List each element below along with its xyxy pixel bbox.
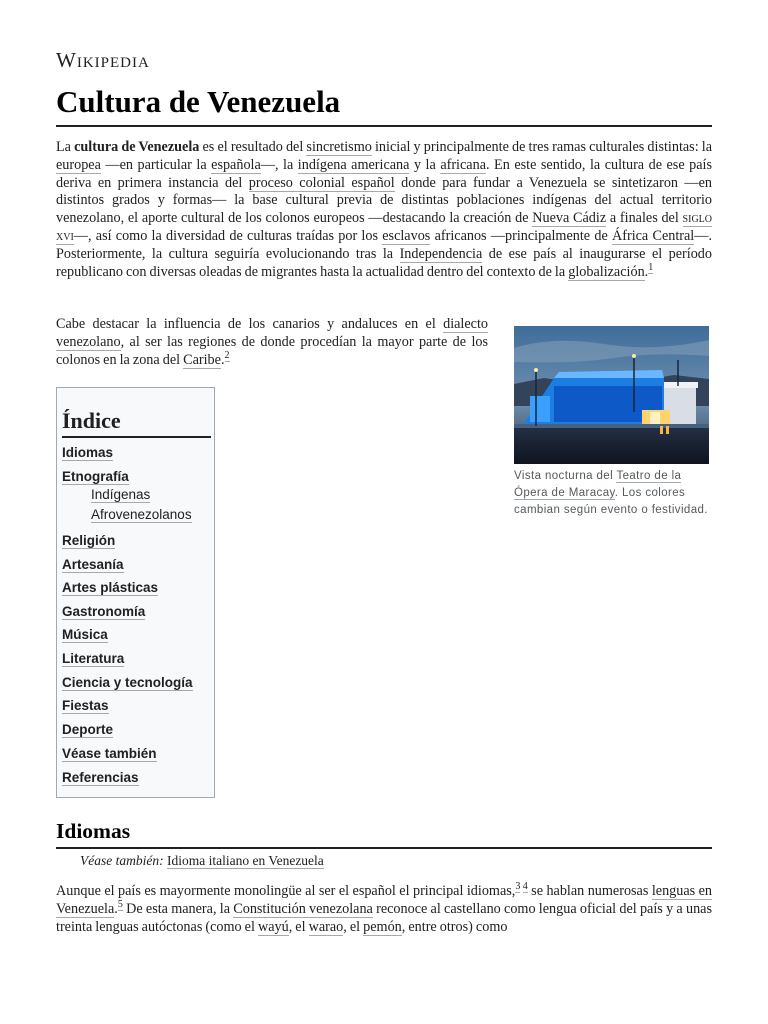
toc-entry <box>62 533 115 548</box>
link-europea[interactable]: europea <box>56 156 101 173</box>
wikipedia-wordmark[interactable]: Wikipedia <box>56 48 150 72</box>
toc-link[interactable]: Fiestas <box>62 698 109 713</box>
link-proceso-colonial[interactable]: proceso colonial español <box>248 174 395 191</box>
toc-entry <box>62 604 145 619</box>
link-pemon[interactable]: pemón <box>363 918 402 935</box>
link-lenguas-en-venezuela[interactable]: lenguas en Venezuela <box>56 883 713 917</box>
toc-entry <box>62 651 124 666</box>
see-also-note: Véase también: Idioma italiano en Venezuela <box>80 853 324 868</box>
teatro-opera-maracay-photo[interactable] <box>514 326 709 464</box>
idiomas-paragraph: Aunque el país es mayormente monolingüe al ser el español el principal idiomas,$^{3 4}$ se hablan numerosas lenguas en Venezuela.$^5$ De esta manera, la Constitución venezolana reconoce al castellano como lengua oficial del país y a unas treinta lenguas autóctonas (como el wayú, el warao, el pemón, entre otros) como <box>56 881 713 935</box>
link-globalizacion[interactable]: globalización <box>568 263 645 280</box>
toc-entry <box>62 580 158 595</box>
link-wayu[interactable]: wayú <box>257 918 289 935</box>
toc-link[interactable]: Artesanía <box>62 557 124 572</box>
toc-link[interactable]: Deporte <box>62 722 114 737</box>
toc-link[interactable]: Afrovenezolanos <box>91 507 192 522</box>
toc-entry <box>62 722 113 737</box>
toc-entry <box>62 675 193 690</box>
section-heading-idiomas: Idiomas <box>56 819 131 843</box>
reference-link[interactable]: 5 <box>117 899 123 911</box>
toc-link[interactable]: Música <box>62 627 108 642</box>
intro-paragraph: La cultura de Venezuela es el resultado del sincretismo inicial y principalmente de tres ramas culturales distintas: la europea —en particular la española—, la indígena americana y la africana. En este sentido, la cultura de ese país deriva en primera instancia del proceso colonial español donde para fundar a Venezuela se sintetizaron —en distintos grados y formas— la base cultural previa de distintas poblaciones indígenas del actual territorio venezolano, el aporte cultural de los colonos europeos —destacando la creación de Nueva Cádiz a finales del siglo xvi—, así como la diversidad de culturas traídas por los esclavos africanos —principalmente de África Central—. Posteriormente, la cultura seguiría evolucionando tras la Independencia de ese país al inaugurarse el período republicano con diversas oleadas de migrantes hasta la actualidad dentro del contexto de la globalización.$^1$ <box>56 139 713 280</box>
link-independencia[interactable]: Independencia <box>399 245 483 262</box>
toc-link[interactable]: Véase también <box>62 746 157 761</box>
thumbnail-figure <box>514 326 709 519</box>
page-title: Cultura de Venezuela <box>56 84 341 119</box>
reference-link[interactable]: 4 <box>522 881 528 893</box>
reference-link[interactable]: 3 <box>515 881 521 893</box>
toc-entry <box>62 557 124 572</box>
toc-link[interactable]: Referencias <box>62 770 139 785</box>
toc-link[interactable]: Artes plásticas <box>62 580 159 595</box>
toc-entry <box>91 507 192 522</box>
toc-link[interactable]: Religión <box>62 533 116 548</box>
link-espanola[interactable]: española <box>211 156 261 173</box>
toc-entry <box>62 445 113 460</box>
link-siglo-xvi[interactable]: siglo xvi <box>56 210 712 244</box>
title-divider <box>56 125 712 127</box>
figure-caption: Vista nocturna del Teatro de la Ópera de Maracay. Los colores cambian según evento o festividad. <box>514 470 708 516</box>
toc-entry <box>62 627 108 642</box>
reference-link[interactable]: 2 <box>224 349 230 361</box>
link-sincretismo[interactable]: sincretismo <box>306 139 372 155</box>
link-warao[interactable]: warao <box>308 918 344 935</box>
link-dialecto-venezolano[interactable]: dialecto venezolano <box>56 316 488 350</box>
reference-link[interactable]: 1 <box>648 261 654 273</box>
toc-link[interactable]: Ciencia y tecnología <box>62 675 193 690</box>
toc-entry <box>62 770 139 785</box>
toc-link[interactable]: Idiomas <box>62 445 114 460</box>
toc-link[interactable]: Indígenas <box>91 487 151 502</box>
toc-link[interactable]: Literatura <box>62 651 125 666</box>
link-idioma-italiano[interactable]: Idioma italiano en Venezuela <box>166 853 324 868</box>
link-caribe[interactable]: Caribe <box>183 351 221 368</box>
influence-paragraph: Cabe destacar la influencia de los canarios y andaluces en el dialecto venezolano, al ser las regiones de donde procedían la mayor parte de los colonos en la zona del Caribe.$^2$ <box>56 316 488 368</box>
toc-title: Índice <box>62 408 211 438</box>
link-esclavos[interactable]: esclavos <box>382 227 431 244</box>
link-africana[interactable]: africana <box>440 156 486 173</box>
section-divider <box>56 847 712 849</box>
table-of-contents <box>56 387 215 798</box>
link-nueva-cadiz[interactable]: Nueva Cádiz <box>532 210 607 227</box>
link-africa-central[interactable]: África Central <box>612 227 695 244</box>
toc-link[interactable]: Gastronomía <box>62 604 146 619</box>
article-subject: cultura de Venezuela <box>74 139 200 155</box>
link-indigena-americana[interactable]: indígena americana <box>297 156 410 173</box>
toc-entry <box>62 469 129 484</box>
link-constitucion-venezolana[interactable]: Constitución venezolana <box>233 900 373 917</box>
toc-entry <box>62 698 109 713</box>
toc-entry <box>62 746 157 761</box>
toc-link[interactable]: Etnografía <box>62 469 129 484</box>
toc-entry <box>91 487 150 502</box>
link-teatro-opera-maracay[interactable]: Teatro de la Ópera de Maracay <box>514 470 682 499</box>
